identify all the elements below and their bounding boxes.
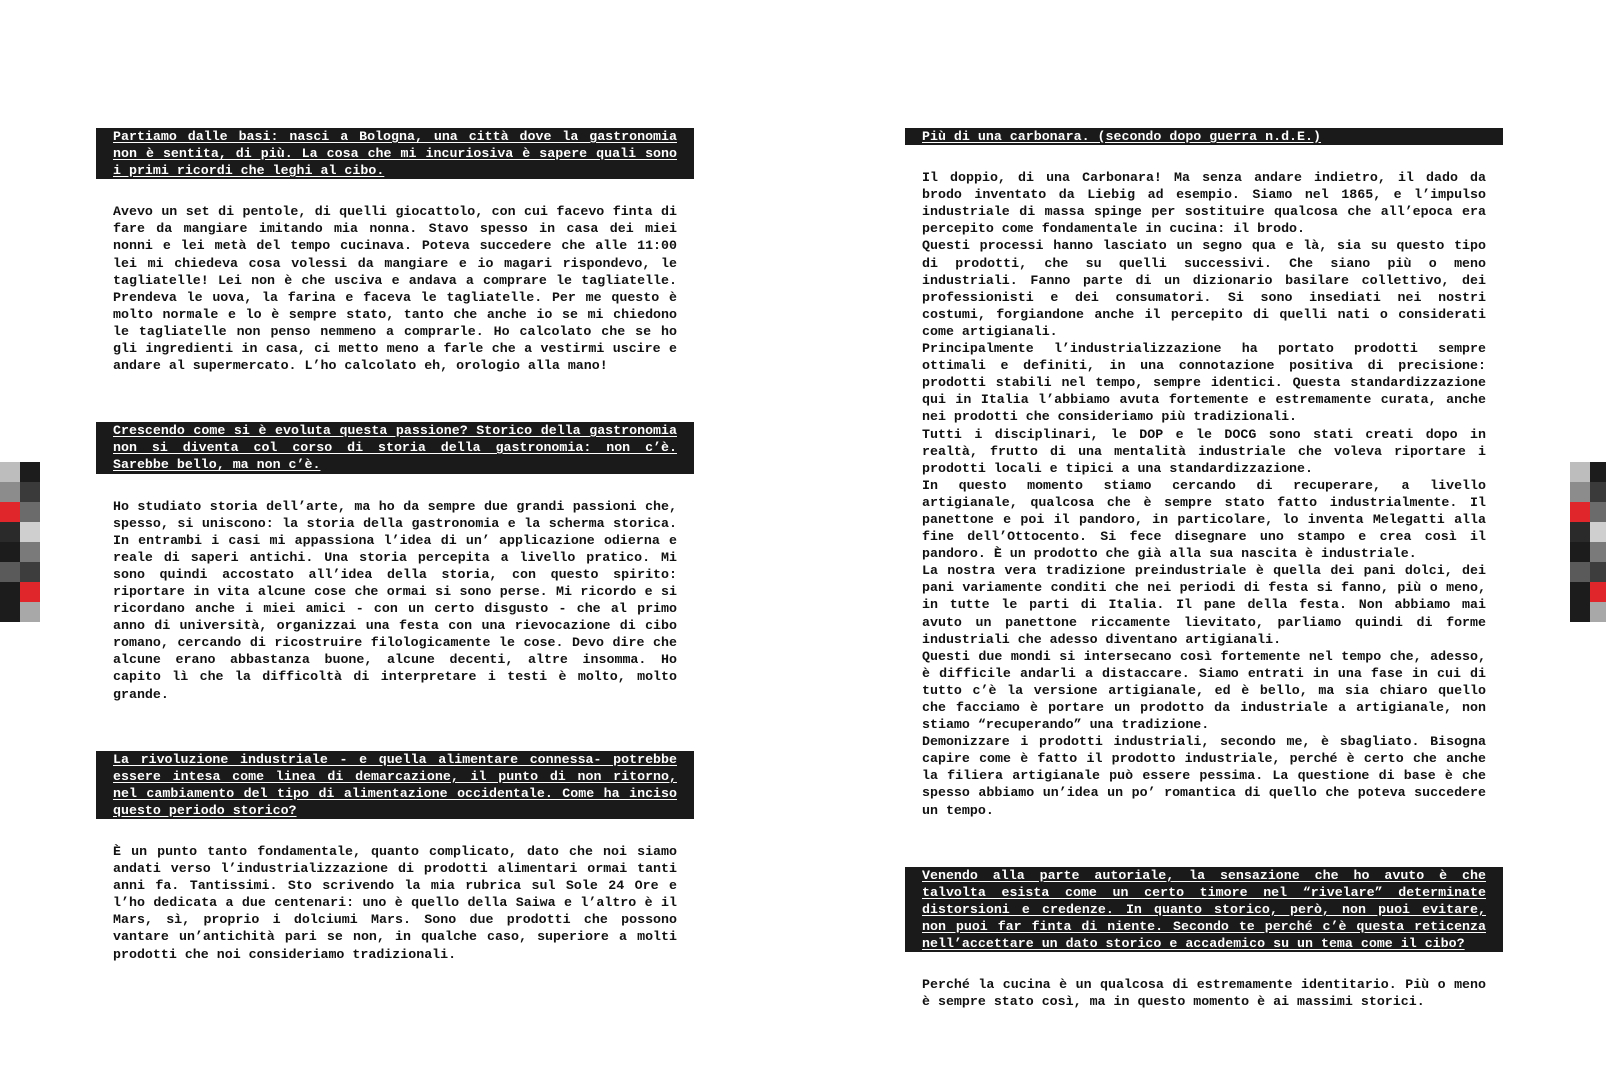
- registration-swatch: [20, 482, 40, 502]
- question-line: Venendo alla parte autoriale, la sensazione che ho avuto è che: [922, 867, 1486, 883]
- registration-swatch: [1570, 522, 1590, 542]
- left-column: [96, 128, 694, 963]
- question-line: essere intesa come linea di demarcazione, il punto di non ritorno,: [113, 768, 677, 784]
- answer-paragraph: In questo momento stiamo cercando di recuperare, a livello artigianale, qualcosa che è sempre stato fatto industrialmente. Il panettone e poi il pandoro, in particolare, lo inventa Melegatti alla fine dell’Ottocento. Si fece disegnare uno stampo e crea così il pandoro. È un prodotto che già alla sua nascita è industriale.: [922, 477, 1486, 562]
- registration-swatch: [0, 462, 20, 482]
- answer-paragraph: Il doppio, di una Carbonara! Ma senza andare indietro, il dado da brodo inventato da Liebig ad esempio. Siamo nel 1865, e l’impulso industriale di massa spinge per sostituire qualcosa che all’epoca era percepito come fondamentale in cucina: il brodo.: [922, 170, 1486, 237]
- registration-swatch: [0, 602, 20, 622]
- answer-paragraph: Demonizzare i prodotti industriali, secondo me, è sbagliato. Bisogna capire come è fatto il prodotto industriale, perché è certo che anche la filiera artigianale può essere pessima. La questione di base è che spesso abbiamo un’idea un po’ romantica di quello che poteva succedere un tempo.: [922, 734, 1486, 818]
- question-4: [905, 128, 1503, 145]
- answer-paragraph: Principalmente l’industrializzazione ha portato prodotti sempre ottimali e definiti, in una connotazione positiva di precisione: prodotti stabili nel tempo, sempre identici. Questa standardizzazione qui in Italia l’abbiamo avuta fortemente e estremamente curata, anche nei prodotti che consideriamo più tradizionali.: [922, 341, 1486, 425]
- registration-swatch: [20, 462, 40, 482]
- answer-paragraph: La nostra vera tradizione preindustriale è quella dei pani dolci, dei pani variamente conditi che nei periodi di festa si fanno, più o meno, in tutte le parti di Italia. Il pane della festa. Non abbiamo mai avuto un panettone riccamente lievitato, parliamo quindi di forme industriali che adesso diventano artigianali.: [922, 563, 1486, 647]
- registration-swatch: [1590, 582, 1606, 602]
- registration-swatch: [1590, 482, 1606, 502]
- answer-4: [905, 169, 1503, 819]
- registration-swatch: [20, 502, 40, 522]
- registration-swatch: [0, 522, 20, 542]
- answer-1: Avevo un set di pentole, di quelli giocattolo, con cui facevo finta di fare da mangiare imitando mia nonna. Stavo spesso in casa dei miei nonni e lei metà del tempo cucinava. Poteva succedere che alle 11:00 lei mi chiedeva cosa volessi da mangiare e io magari rispondevo, le tagliatelle! Lei non è che usciva e andava a comprare le tagliatelle. Prendeva le uova, la farina e faceva le tagliatelle. Per me questo è molto normale e lo è sempre stato, tanto che anche io se mi chiedono le tagliatelle non penso nemmeno a comprarle. Ho calcolato che se ho gli ingredienti in casa, ci metto meno a farle che a vestirmi uscire e andare al supermercato. L’ho calcolato eh, orologio alla mano!: [113, 204, 677, 374]
- answer-3: È un punto tanto fondamentale, quanto complicato, dato che noi siamo andati verso l’industrializzazione di prodotti alimentari ormai tanti anni fa. Tantissimi. Sto scrivendo la mia rubrica sul Sole 24 Ore e l’ho dedicata a due centenari: uno è quello della Saiwa e l’altro è il Mars, sì, proprio i dolciumi Mars. Sono due prodotti che possono vantare un’antichità pari se non, in qualche caso, superiore a molti prodotti che noi consideriamo tradizionali.: [113, 844, 677, 962]
- registration-swatch: [0, 502, 20, 522]
- registration-swatch: [0, 482, 20, 502]
- question-line: Sarebbe bello, ma non c’è.: [113, 457, 321, 473]
- registration-swatch: [1570, 542, 1590, 562]
- question-line: Partiamo dalle basi: nasci a Bologna, una città dove la gastronomia: [113, 129, 677, 144]
- question-line: nell’accettare un dato storico e accademico su un tema come il cibo?: [922, 936, 1465, 952]
- question-line: nel cambiamento del tipo di alimentazione occidentale. Come ha inciso: [113, 785, 677, 801]
- registration-swatch: [0, 562, 20, 582]
- registration-swatch: [0, 582, 20, 602]
- question-line: non puoi far finta di niente. Secondo te perché c’è questa reticenza: [922, 918, 1486, 934]
- answer-2: Ho studiato storia dell’arte, ma ho da sempre due grandi passioni che, spesso, si uniscono: la storia della gastronomia e la scherma storica. In entrambi i casi mi appassiona l’idea di un’ applicazione odierna e reale di saperi antichi. Una storia percepita a livello pratico. Mi sono quindi accostato all’idea della storia, con questo spirito: riportare in vita alcune cose che ormai si sono perse. Mi ricordo e si ricordano anche i miei amici - con un certo disgusto - che al primo anno di università, organizzai una festa con una rievocazione di cibo romano, cercando di ricostruire filologicamente le cose. Devo dire che alcune erano abbastanza buone, alcune decenti, altre insomma. Ho capito lì che la difficoltà di interpretare i testi è molto, molto grande.: [113, 498, 677, 702]
- question-1: [96, 128, 694, 179]
- answer-paragraph: Questi due mondi si intersecano così fortemente nel tempo che, adesso, è difficile andarli a distaccare. Siamo entrati in una fase in cui di tutto c’è la versione artigianale, ed è bello, ma sia chiaro quello che facciamo è portare un prodotto da industriale a artigianale, non stiamo “recuperando” una tradizione.: [922, 648, 1486, 733]
- question-line: Crescendo come si è evoluta questa passione? Storico della gastronomia: [113, 423, 677, 439]
- question-line: La rivoluzione industriale - e quella alimentare connessa- potrebbe: [113, 751, 677, 767]
- registration-swatch: [20, 522, 40, 542]
- question-line: talvolta esista come un certo timore nel “rivelare” determinate: [922, 884, 1486, 900]
- answer-paragraph: Questi processi hanno lasciato un segno qua e là, sia su questo tipo di prodotti, che su quelli successivi. Che siano più o meno industriali. Fanno parte di un dizionario basilare collettivo, dei professionisti e dei consumatori. Si sono insediati nei nostri costumi, forgiandone anche il percepito di quelli nati o considerati come artigianali.: [922, 238, 1486, 339]
- question-line: distorsioni e credenze. In quanto storico, però, non puoi evitare,: [922, 901, 1486, 917]
- registration-swatch: [1570, 482, 1590, 502]
- question-line: non è sentita, di più. La cosa che mi incuriosiva è sapere quali sono: [113, 146, 677, 162]
- registration-swatch: [1590, 502, 1606, 522]
- registration-swatch: [20, 562, 40, 582]
- registration-swatch: [1570, 502, 1590, 522]
- question-line: questo periodo storico?: [113, 802, 297, 818]
- right-column: [905, 128, 1503, 1010]
- registration-marks-right: [1570, 462, 1606, 622]
- question-line: i primi ricordi che leghi al cibo.: [113, 163, 385, 179]
- question-5: [905, 867, 1503, 952]
- registration-swatch: [20, 542, 40, 562]
- registration-swatch: [1570, 602, 1590, 622]
- registration-swatch: [20, 582, 40, 602]
- question-2: [96, 422, 694, 473]
- registration-swatch: [1590, 562, 1606, 582]
- registration-swatch: [1570, 562, 1590, 582]
- registration-swatch: [20, 602, 40, 622]
- question-line: Più di una carbonara. (secondo dopo guerra n.d.E.): [922, 129, 1321, 144]
- registration-swatch: [1590, 542, 1606, 562]
- registration-swatch: [1570, 462, 1590, 482]
- registration-marks-left: [0, 462, 40, 622]
- registration-swatch: [1570, 582, 1590, 602]
- answer-paragraph: Tutti i disciplinari, le DOP e le DOCG sono stati creati dopo in realtà, frutto di una mentalità industriale che voleva riportare i prodotti locali e tipici a una standardizzazione.: [922, 426, 1486, 476]
- registration-swatch: [1590, 462, 1606, 482]
- registration-swatch: [0, 542, 20, 562]
- registration-swatch: [1590, 602, 1606, 622]
- question-3: [96, 751, 694, 819]
- registration-swatch: [1590, 522, 1606, 542]
- answer-5: Perché la cucina è un qualcosa di estremamente identitario. Più o meno è sempre stato così, ma in questo momento è ai massimi storici.: [922, 977, 1486, 1010]
- question-line: non si diventa col corso di storia della gastronomia: non c’è.: [113, 440, 677, 456]
